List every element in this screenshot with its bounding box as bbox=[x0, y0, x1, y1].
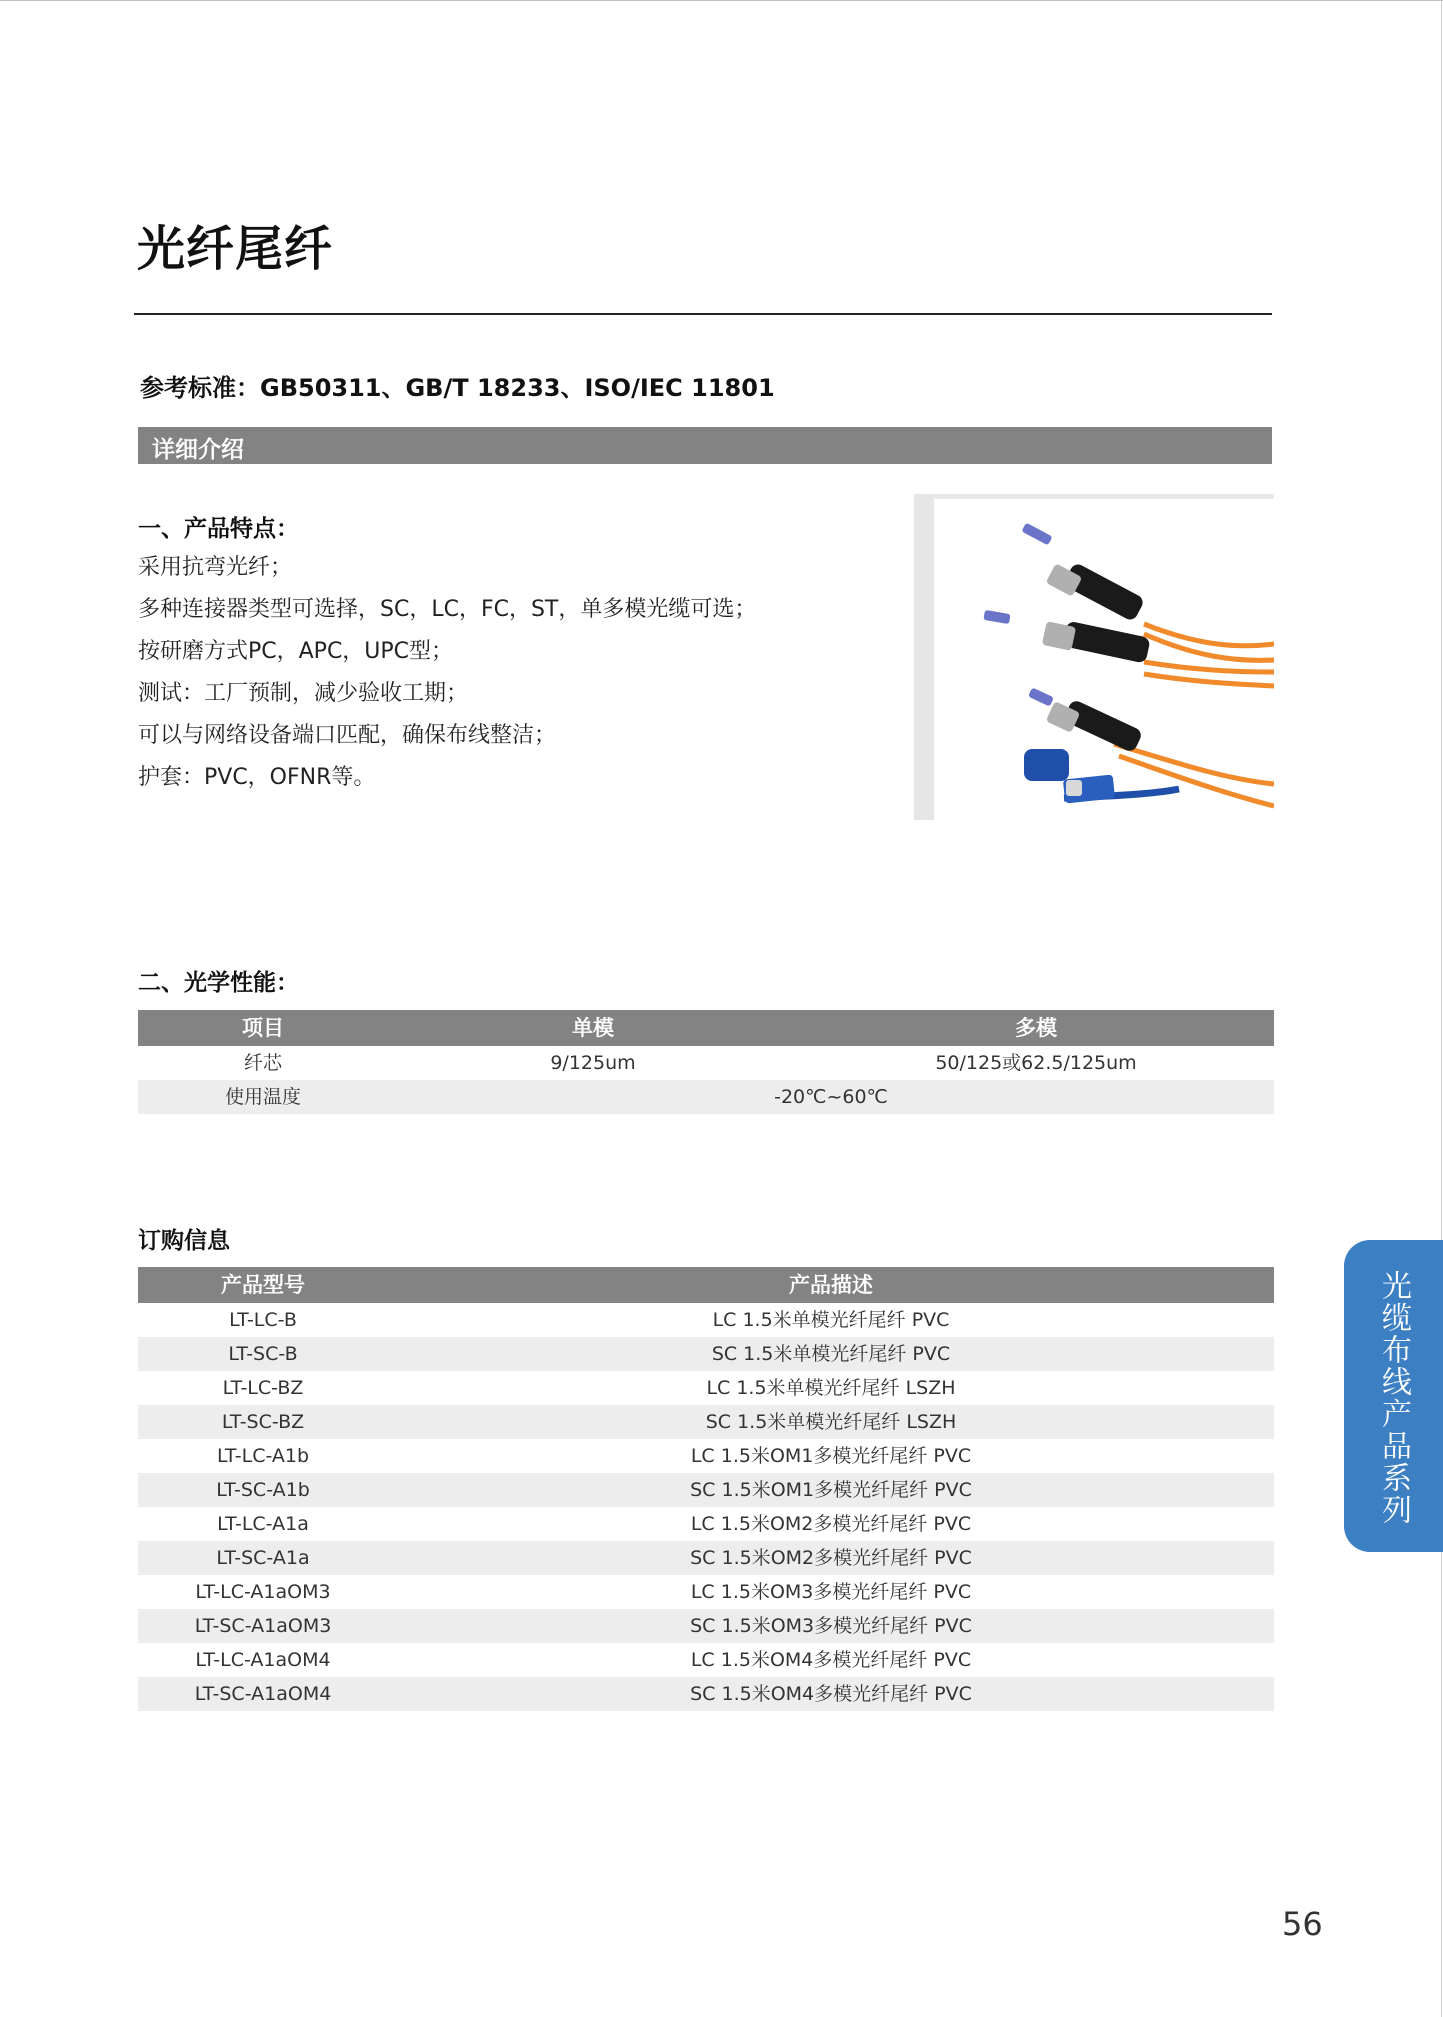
fiber-pigtail-product-photo bbox=[914, 494, 1274, 820]
model-cell: LT-LC-A1aOM4 bbox=[195, 1649, 331, 1671]
table-row bbox=[138, 1507, 1274, 1541]
table-row bbox=[138, 1405, 1274, 1439]
table-row bbox=[138, 1371, 1274, 1405]
ordering-heading: 订购信息 bbox=[138, 1228, 230, 1254]
detail-section-bar bbox=[138, 427, 1272, 464]
feature-item: 可以与网络设备端口匹配，确保布线整洁； bbox=[138, 723, 557, 748]
model-cell: LT-LC-B bbox=[229, 1309, 297, 1331]
description-cell: SC 1.5米OM2多模光纤尾纤 PVC bbox=[690, 1547, 972, 1569]
feature-item: 测试：工厂预制，减少验收工期； bbox=[138, 681, 469, 706]
description-cell: SC 1.5米单模光纤尾纤 PVC bbox=[711, 1343, 951, 1365]
section-side-tab-label: 光缆布线产品系列 bbox=[1376, 1270, 1411, 1526]
features-list bbox=[138, 552, 756, 804]
feature-item: 采用抗弯光纤； bbox=[138, 555, 293, 580]
table-row bbox=[138, 1677, 1274, 1711]
table-row bbox=[138, 1080, 1274, 1114]
table-row bbox=[138, 1439, 1274, 1473]
features-heading: 一、产品特点： bbox=[138, 516, 299, 542]
table-cell: 9/125um bbox=[550, 1052, 636, 1074]
feature-item: 按研磨方式PC，APC，UPC型； bbox=[138, 639, 454, 664]
model-cell: LT-SC-A1aOM3 bbox=[194, 1615, 332, 1637]
description-cell: LC 1.5米单模光纤尾纤 LSZH bbox=[706, 1377, 956, 1399]
description-cell: LC 1.5米OM1多模光纤尾纤 PVC bbox=[690, 1445, 972, 1467]
feature-item: 护套：PVC，OFNR等。 bbox=[138, 765, 376, 790]
table-row bbox=[138, 1575, 1274, 1609]
column-header: 单模 bbox=[572, 1016, 614, 1040]
model-cell: LT-SC-A1a bbox=[216, 1547, 310, 1569]
description-cell: SC 1.5米OM3多模光纤尾纤 PVC bbox=[690, 1615, 972, 1637]
model-cell: LT-SC-A1aOM4 bbox=[194, 1683, 332, 1705]
description-cell: LC 1.5米单模光纤尾纤 PVC bbox=[712, 1309, 950, 1331]
reference-standard: 参考标准：GB50311、GB/T 18233、ISO/IEC 11801 bbox=[140, 374, 775, 402]
description-cell: LC 1.5米OM4多模光纤尾纤 PVC bbox=[690, 1649, 972, 1671]
table-cell: 50/125或62.5/125um bbox=[935, 1052, 1137, 1074]
model-cell: LT-SC-A1b bbox=[216, 1479, 310, 1501]
model-cell: LT-LC-A1aOM3 bbox=[195, 1581, 331, 1603]
table-row bbox=[138, 1541, 1274, 1575]
optical-heading: 二、光学性能： bbox=[138, 970, 299, 996]
description-cell: LC 1.5米OM3多模光纤尾纤 PVC bbox=[690, 1581, 972, 1603]
column-header: 产品型号 bbox=[221, 1273, 305, 1297]
top-border bbox=[0, 0, 1443, 1]
table-row bbox=[138, 1046, 1274, 1080]
feature-item: 多种连接器类型可选择，SC，LC，FC，ST，单多模光缆可选； bbox=[138, 597, 757, 622]
table-row bbox=[138, 1643, 1274, 1677]
table-cell: -20℃~60℃ bbox=[774, 1086, 888, 1108]
column-header: 产品描述 bbox=[789, 1273, 873, 1297]
table-row bbox=[138, 1609, 1274, 1643]
right-border bbox=[1441, 0, 1442, 2017]
column-header: 项目 bbox=[242, 1016, 284, 1040]
title-divider bbox=[134, 313, 1272, 315]
column-header: 多模 bbox=[1015, 1016, 1057, 1040]
description-cell: LC 1.5米OM2多模光纤尾纤 PVC bbox=[690, 1513, 972, 1535]
page-number: 56 bbox=[1282, 1905, 1323, 1943]
section-side-tab bbox=[1344, 1240, 1443, 1552]
model-cell: LT-LC-A1b bbox=[216, 1445, 310, 1467]
description-cell: SC 1.5米OM4多模光纤尾纤 PVC bbox=[690, 1683, 972, 1705]
ordering-info-table bbox=[138, 1267, 1274, 1711]
fiber-pigtail-illustration bbox=[914, 494, 1274, 820]
model-cell: LT-LC-A1a bbox=[217, 1513, 309, 1535]
model-cell: LT-SC-B bbox=[228, 1343, 298, 1365]
description-cell: SC 1.5米单模光纤尾纤 LSZH bbox=[705, 1411, 957, 1433]
table-header bbox=[138, 1267, 1274, 1303]
detail-section-label: 详细介绍 bbox=[152, 437, 244, 463]
optical-performance-table bbox=[138, 1010, 1274, 1114]
table-cell: 使用温度 bbox=[224, 1086, 301, 1108]
page-title: 光纤尾纤 bbox=[137, 221, 334, 277]
table-row bbox=[138, 1303, 1274, 1337]
model-cell: LT-LC-BZ bbox=[222, 1377, 304, 1399]
table-row bbox=[138, 1337, 1274, 1371]
table-header bbox=[138, 1010, 1274, 1046]
model-cell: LT-SC-BZ bbox=[221, 1411, 305, 1433]
table-cell: 纤芯 bbox=[243, 1052, 282, 1074]
table-row bbox=[138, 1473, 1274, 1507]
description-cell: SC 1.5米OM1多模光纤尾纤 PVC bbox=[690, 1479, 972, 1501]
